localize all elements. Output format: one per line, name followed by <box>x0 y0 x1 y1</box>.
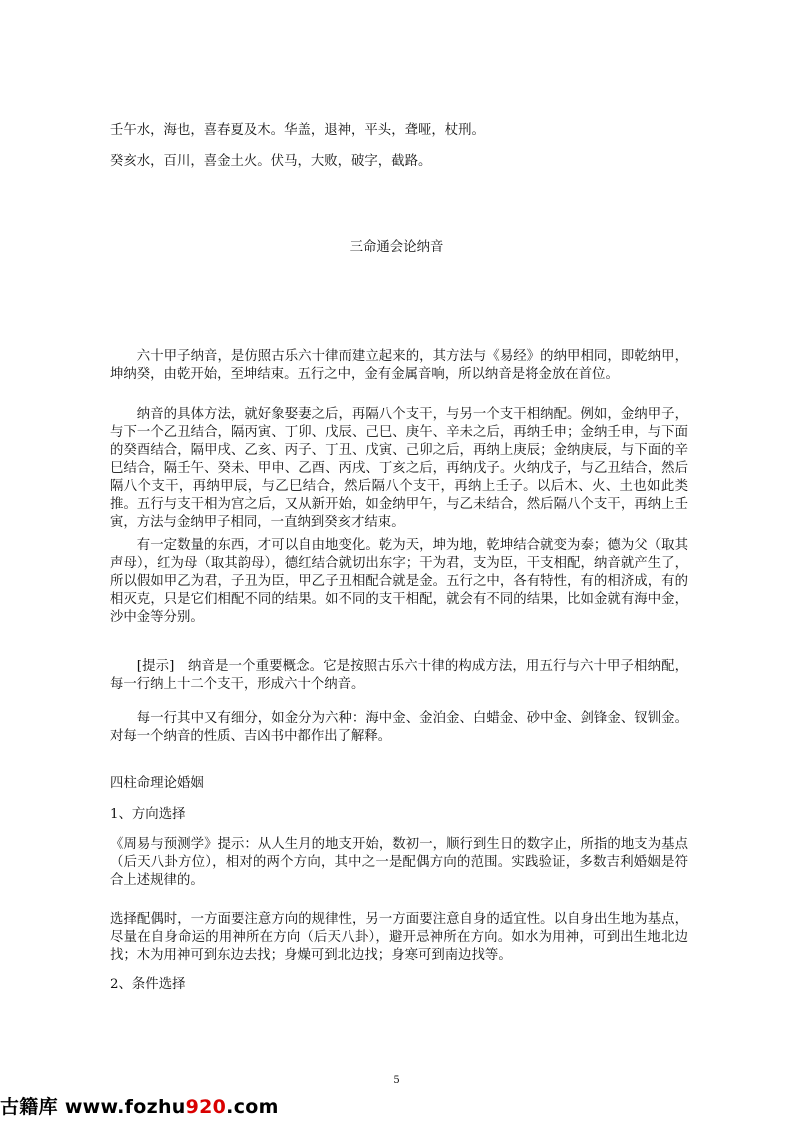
paragraph-subtypes: 每一行其中又有细分，如金分为六种：海中金、金泊金、白蜡金、砂中金、剑锋金、钗钏金。对每一个纳音的性质、吉凶书中都作出了解释。 <box>110 711 688 744</box>
paragraph-intro: 六十甲子纳音，是仿照古乐六十律而建立起来的，其方法与《易经》的纳甲相同，即乾纳甲，坤纳癸，由乾开始，至坤结束。五行之中，金有金属音响，所以纳音是将金放在首位。 <box>110 349 688 382</box>
site-watermark <box>0 1092 279 1118</box>
watermark-prefix: 古籍库 www.fozhu <box>0 1096 186 1118</box>
section-title: 三命通会论纳音 <box>349 240 444 255</box>
watermark-suffix: .com <box>226 1096 279 1118</box>
paragraph-tip: [提示] 纳音是一个重要概念。它是按照古乐六十律的构成方法，用五行与六十甲子相纳配，每一行纳上十二个支干，形成六十个纳音。 <box>110 659 688 692</box>
paragraph-selection: 选择配偶时，一方面要注意方向的规律性，另一方面要注意自身的适宜性。以自身出生地为基点，尽量在自身命运的用神所在方向（后天八卦），避开忌神所在方向。如水为用神，可到出生地北边找；木为用神可到东边去找；身燥可到北边找；身寒可到南边找等。 <box>110 912 688 963</box>
text-line-guihai: 癸亥水，百川，喜金土火。伏马，大败，破字，截路。 <box>110 154 432 169</box>
paragraph-direction: 《周易与预测学》提示：从人生月的地支开始，数初一，顺行到生日的数字止，所指的地支为基点（后天八卦方位），相对的两个方向，其中之一是配偶方向的范围。实践验证，多数吉利婚姻是符合上述规律的。 <box>110 837 688 888</box>
watermark-number: 920 <box>185 1096 227 1118</box>
heading-marriage: 四柱命理论婚姻 <box>110 776 204 791</box>
subheading-conditions: 2、条件选择 <box>110 977 186 992</box>
subheading-direction: 1、方向选择 <box>110 807 186 822</box>
paragraph-change: 有一定数量的东西，才可以自由地变化。乾为天，坤为地，乾坤结合就变为泰；德为父（取其声母），红为母（取其韵母），德红结合就切出东字；干为君，支为臣，干支相配，纳音就产生了，所以假如甲乙为君，子丑为臣，甲乙子丑相配合就是金。五行之中，各有特性，有的相济成，有的相灭克，只是它们相配不同的结果。如不同的支干相配，就会有不同的结果，比如金就有海中金，沙中金等分别。 <box>110 538 688 625</box>
text-line-renwu: 壬午水，海也，喜春夏及木。华盖，退神，平头，聋哑，杖刑。 <box>110 123 485 138</box>
page-number: 5 <box>393 1075 400 1086</box>
paragraph-method: 纳音的具体方法，就好象娶妻之后，再隔八个支干，与另一个支干相纳配。例如，金纳甲子，与下一个乙丑结合，隔丙寅、丁卯、戊辰、己巳、庚午、辛未之后，再纳壬申；金纳壬申，与下面的癸酉结合，隔甲戌、乙亥、丙子、丁丑、戊寅、己卯之后，再纳上庚辰；金纳庚辰，与下面的辛巳结合，隔壬午、癸未、甲申、乙酉、丙戌、丁亥之后，再纳戊子。火纳戊子，与乙丑结合，然后隔八个支干，再纳甲辰，与乙巳结合，然后隔八个支干，再纳上壬子。以后木、火、土也如此类推。五行与支干相为宫之后，又从新开始，如金纳甲午，与乙未结合，然后隔八个支干，再纳上壬寅，方法与金纳甲子相同，一直纳到癸亥才结束。 <box>110 407 688 530</box>
